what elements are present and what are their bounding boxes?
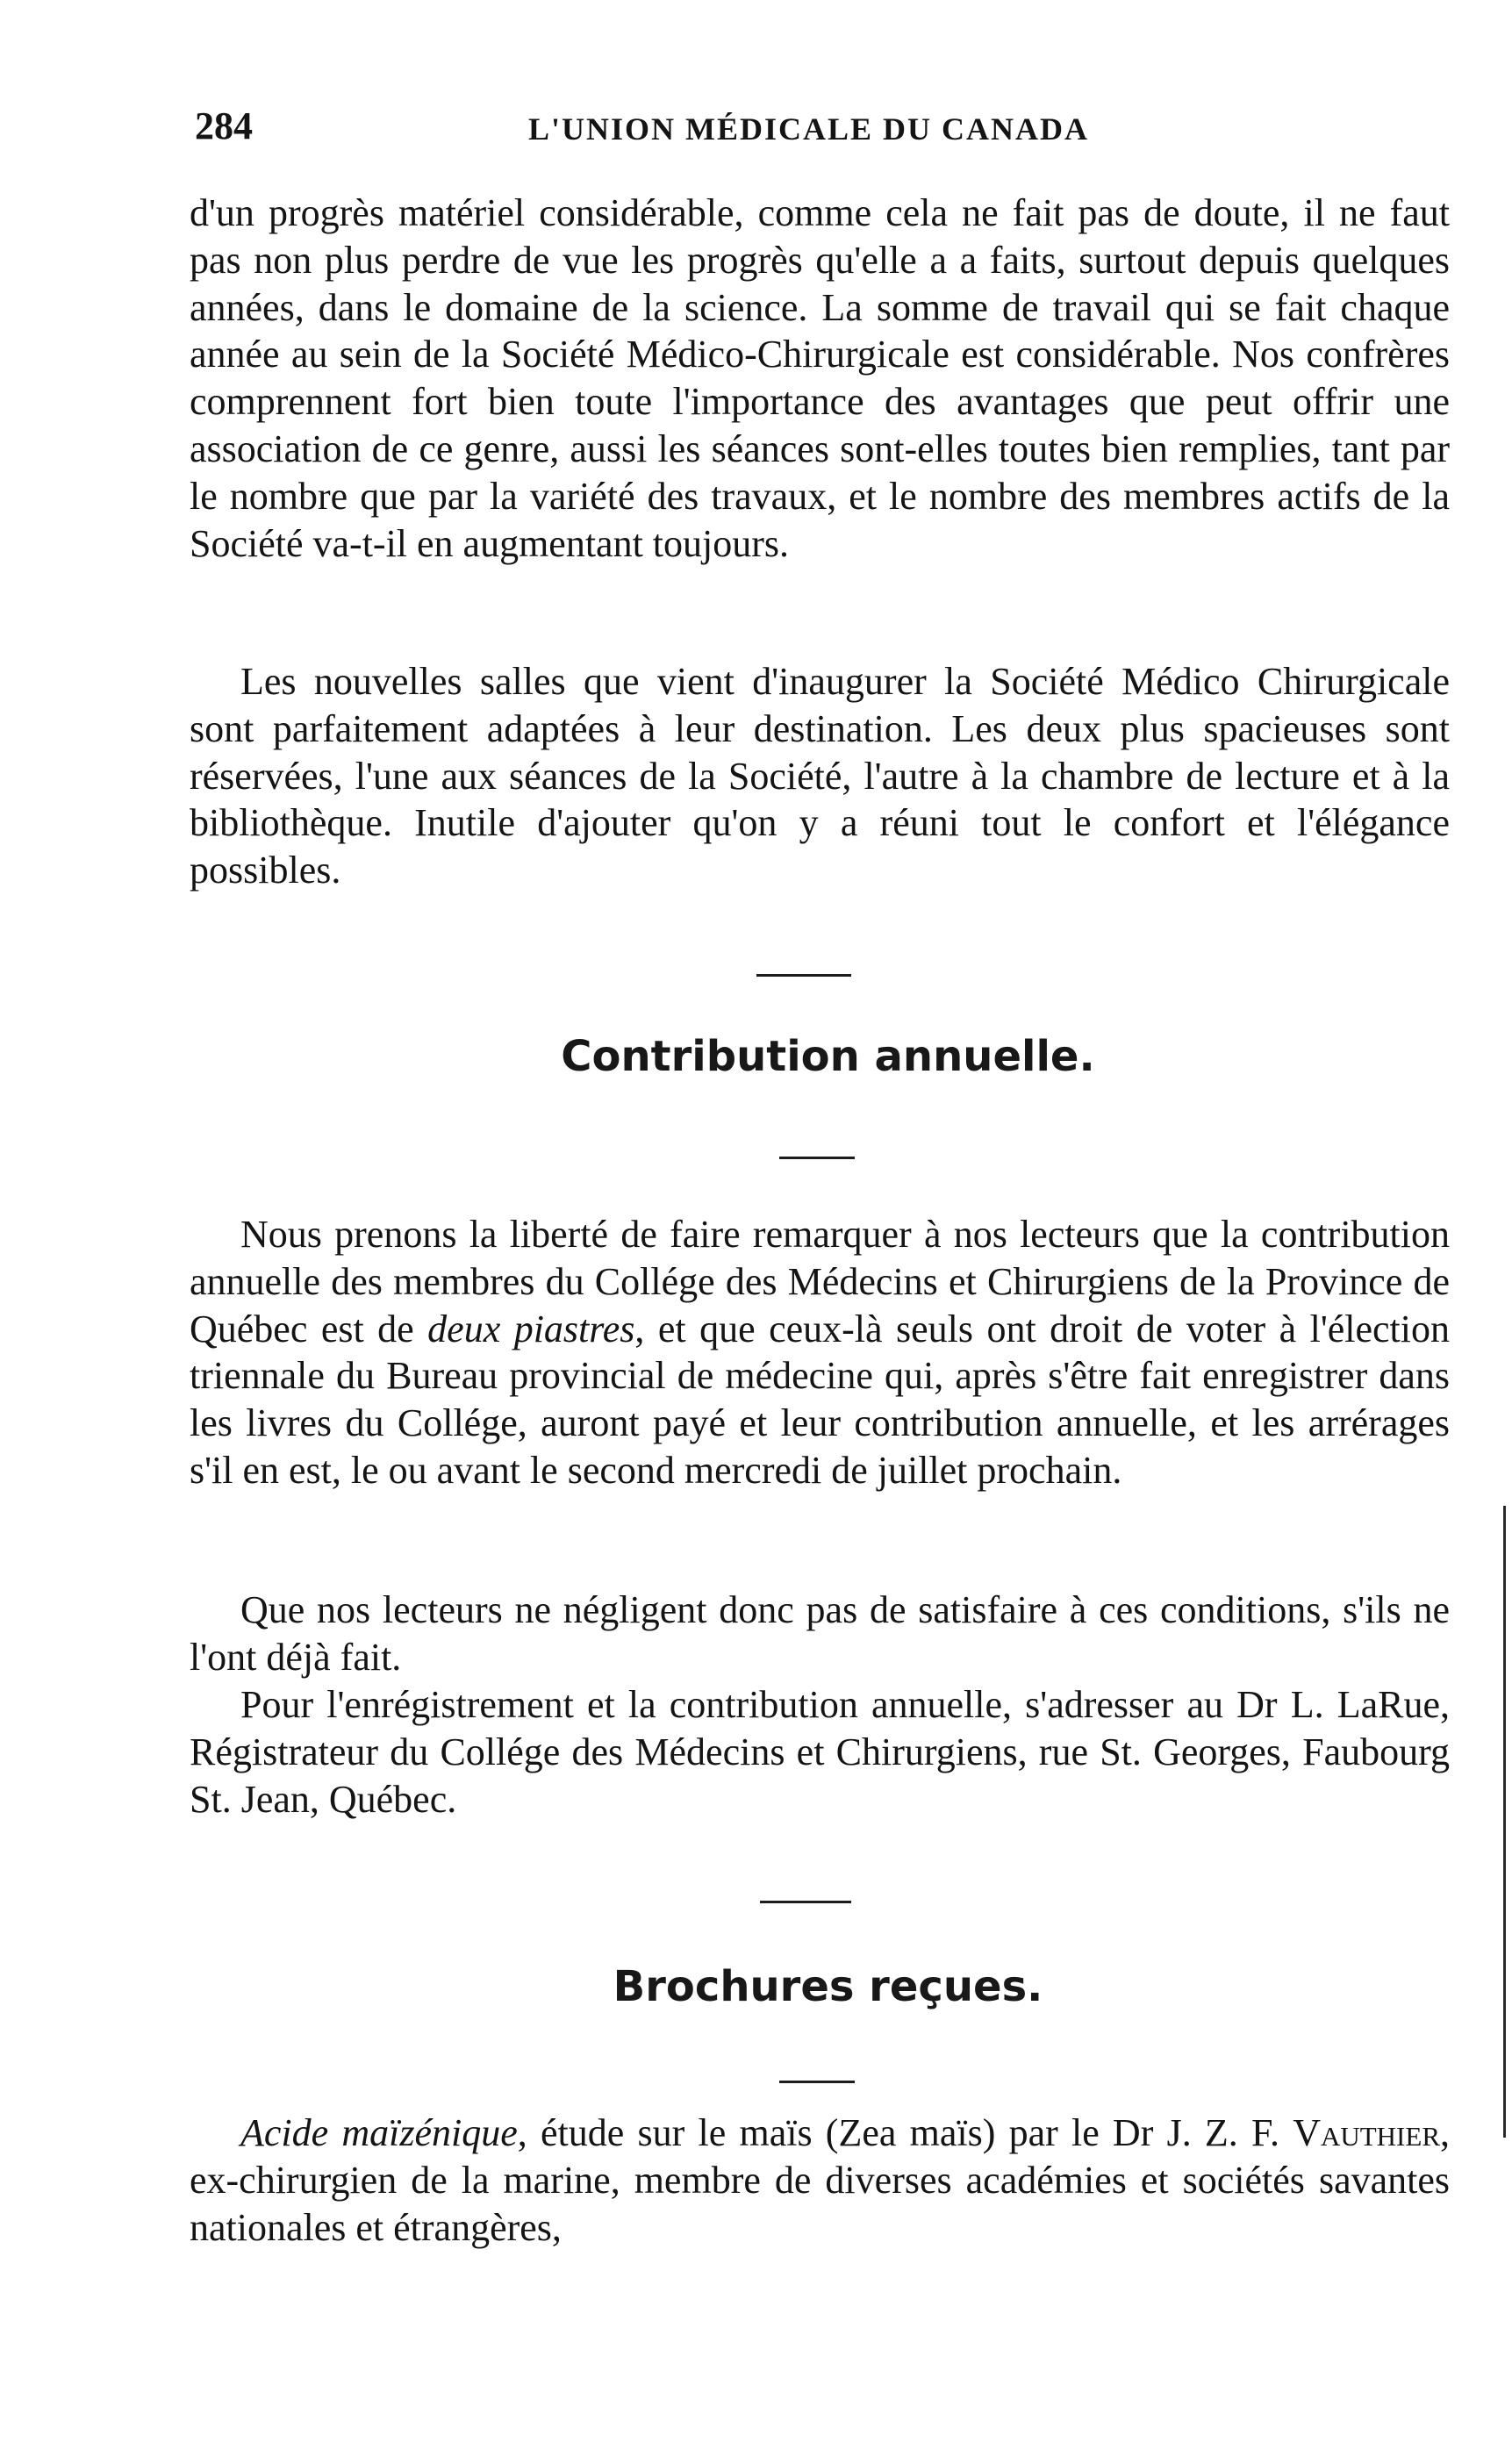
text-run: Nous prenons la liberté de faire remarquer à nos lecteurs que la contribution annuelle des membres du Collége des Médecins et Chirurgiens de la Province de Québec est de	[190, 1213, 1450, 1350]
page-header	[195, 104, 1451, 156]
emphasis-title: Acide maïzénique	[240, 2111, 518, 2154]
section-divider	[756, 974, 851, 977]
paragraph-registration	[190, 1681, 1450, 1823]
paragraph-text: d'un progrès matériel considérable, comme cela ne fait pas de doute, il ne faut pas non plus perdre de vue les progrès qu'elle a a faits, surtout depuis quelques années, dans le domaine de la science. La somme de travail qui se fait chaque année au sein de la Société Médico-Chirurgicale est considérable. Nos confrères comprennent fort bien toute l'importance des avantages que peut offrir une association de ce genre, aussi les séances sont-elles toutes bien remplies, tant par le nombre que par la variété des travaux, et le nombre des membres actifs de la Société va-t-il en augmentant toujours.	[190, 191, 1450, 565]
paragraph-text	[190, 2110, 1450, 2251]
text-run: , étude sur le maïs (Zea maïs) par le Dr J. Z. F.	[517, 2111, 1293, 2154]
paragraph-progress	[190, 190, 1450, 567]
paragraph-text	[190, 1211, 1450, 1494]
emphasis-amount: deux piastres	[427, 1307, 635, 1350]
paragraph-conditions	[190, 1587, 1450, 1681]
paragraph-text: Les nouvelles salles que vient d'inaugurer la Société Médico Chirurgicale sont parfaitement adaptées à leur destination. Les deux plus spacieuses sont réservées, l'une aux séances de la Société, l'autre à la chambre de lecture et à la bibliothèque. Inutile d'ajouter qu'on y a réuni tout le confort et l'élégance possibles.	[190, 660, 1450, 892]
section-divider	[760, 1901, 851, 1903]
author-name: Vauthier	[1293, 2111, 1440, 2154]
section-heading-contribution: Contribution annuelle.	[561, 1032, 1095, 1081]
paragraph-text: Que nos lecteurs ne négligent donc pas de satisfaire à ces conditions, s'ils ne l'ont déjà fait.	[190, 1588, 1450, 1679]
text-run: , ex-chirurgien de la marine, membre de diverses académies et sociétés savantes nationales et étrangères,	[190, 2111, 1450, 2249]
paragraph-contribution	[190, 1211, 1450, 1494]
text-run: , et que ceux-là seuls ont droit de voter à l'élection triennale du Bureau provincial de médecine qui, après s'être fait enregistrer dans les livres du Collége, auront payé et leur contribution annuelle, et les arrérages s'il en est, le ou avant le second mercredi de juillet prochain.	[190, 1307, 1451, 1492]
section-heading-brochures: Brochures reçues.	[613, 1962, 1043, 2011]
section-divider	[779, 2081, 855, 2083]
scan-edge-line	[1503, 1506, 1506, 2138]
paragraph-text: Pour l'enrégistrement et la contribution annuelle, s'adresser au Dr L. LaRue, Régistrateur du Collége des Médecins et Chirurgiens, rue St. Georges, Faubourg St. Jean, Québec.	[190, 1683, 1450, 1821]
running-title: L'UNION MÉDICALE DU CANADA	[528, 111, 1090, 147]
page-number: 284	[195, 104, 253, 147]
section-divider	[779, 1157, 855, 1159]
paragraph-new-rooms	[190, 658, 1450, 894]
paragraph-brochure-entry	[190, 2110, 1450, 2251]
